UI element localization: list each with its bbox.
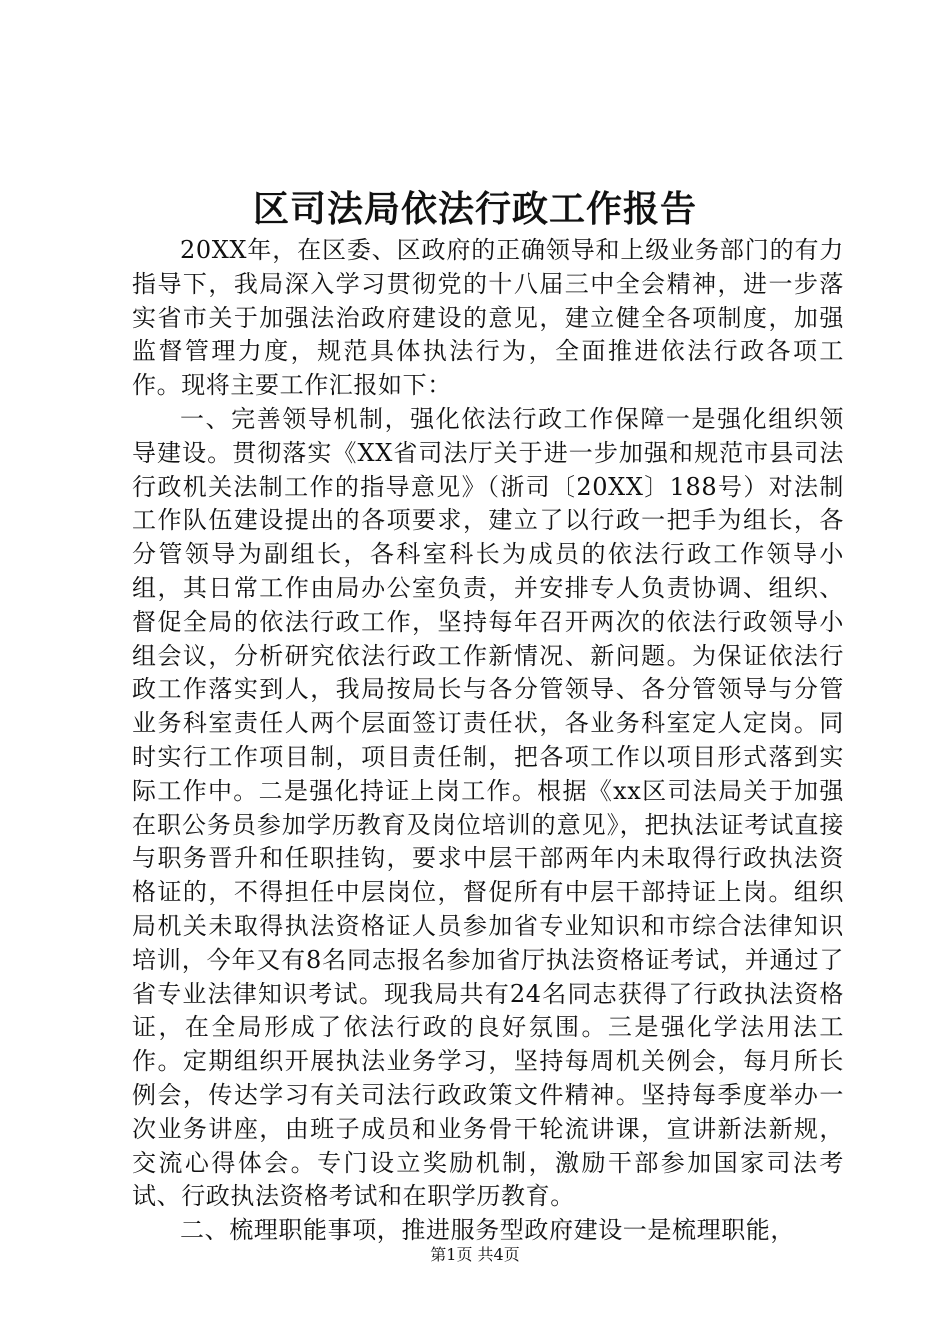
paragraph-section-2: 二、梳理职能事项，推进服务型政府建设一是梳理职能， (180, 1216, 795, 1245)
document-title: 区司法局依法行政工作报告 (252, 188, 697, 230)
paragraph-intro: 20XX年，在区委、区政府的正确领导和上级业务部门的有力指导下，我局深入学习贯彻党的十八届三中全会精神，进一步落实省市关于加强法治政府建设的意见，建立健全各项制度，加强监督管理力度，规范具体执法行为，全面推进依法行政各项工作。现将主要工作汇报如下： (132, 236, 844, 400)
document-body (132, 234, 844, 1248)
page-number: 第1页 共4页 (430, 1245, 520, 1264)
paragraph-section-1: 一、完善领导机制，强化依法行政工作保障一是强化组织领导建设。贯彻落实《XX省司法厅关于进一步加强和规范市县司法行政机关法制工作的指导意见》（浙司〔20XX〕188号）对法制工作队伍建设提出的各项要求，建立了以行政一把手为组长，各分管领导为副组长，各科室科长为成员的依法行政工作领导小组，其日常工作由局办公室负责，并安排专人负责协调、组织、督促全局的依法行政工作，坚持每年召开两次的依法行政领导小组会议，分析研究依法行政工作新情况、新问题。为保证依法行政工作落实到人，我局按局长与各分管领导、各分管领导与分管业务科室责任人两个层面签订责任状，各业务科室定人定岗。同时实行工作项目制，项目责任制，把各项工作以项目形式落到实际工作中。二是强化持证上岗工作。根据《xx区司法局关于加强在职公务员参加学历教育及岗位培训的意见》，把执法证考试直接与职务晋升和任职挂钩，要求中层干部两年内未取得行政执法资格证的，不得担任中层岗位，督促所有中层干部持证上岗。组织局机关未取得执法资格证人员参加省专业知识和市综合法律知识培训，今年又有8名同志报名参加省厅执法资格证考试，并通过了省专业法律知识考试。现我局共有24名同志获得了行政执法资格证，在全局形成了依法行政的良好氛围。三是强化学法用法工作。定期组织开展执法业务学习，坚持每周机关例会，每月所长例会，传达学习有关司法行政政策文件精神。坚持每季度举办一次业务讲座，由班子成员和业务骨干轮流讲课，宣讲新法新规，交流心得体会。专门设立奖励机制，激励干部参加国家司法考试、行政执法资格考试和在职学历教育。 (132, 404, 844, 1211)
